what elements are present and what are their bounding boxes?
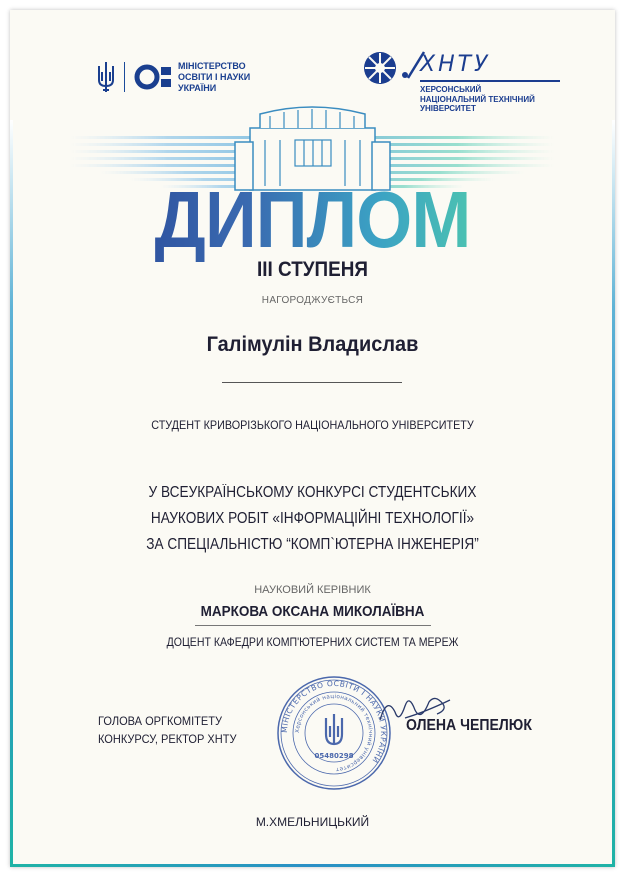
diploma-page [10, 10, 615, 867]
supervisor-name: МАРКОВА ОКСАНА МИКОЛАЇВНА [200, 603, 425, 620]
university-emblem-icon [362, 50, 398, 86]
logo-underline [420, 80, 560, 82]
svg-text:МІНІСТЕРСТВО ОСВІТИ І НАУКИ УК: МІНІСТЕРСТВО ОСВІТИ І НАУКИ УКРАЇНИ [279, 678, 389, 765]
frame-bottom-edge [10, 864, 615, 867]
university-abbreviation: ХНТУ [420, 52, 491, 77]
recipient-name: Галімулін Владислав [206, 333, 419, 356]
university-line: НАЦІОНАЛЬНИЙ ТЕХНІЧНИЙ [420, 94, 535, 104]
contest-line: У ВСЕУКРАЇНСЬКОМУ КОНКУРСІ СТУДЕНТСЬКИХ [148, 484, 477, 501]
ministry-name [178, 61, 250, 94]
supervisor-underline [195, 625, 431, 626]
supervisor-label: НАУКОВИЙ КЕРІВНИК [254, 584, 371, 596]
chair-title-line: КОНКУРСУ, РЕКТОР ХНТУ [98, 732, 237, 746]
ministry-line: УКРАЇНИ [178, 82, 217, 93]
frame-right-edge [612, 120, 615, 867]
student-affiliation: СТУДЕНТ КРИВОРІЗЬКОГО НАЦІОНАЛЬНОГО УНІВЕРСИТЕТУ [151, 418, 474, 432]
svg-text:Херсонський національний техні: Херсонський національний технічний університет [294, 693, 374, 772]
svg-text:05480298: 05480298 [314, 752, 354, 760]
contest-description [46, 480, 578, 558]
trident-icon [95, 60, 117, 94]
awarded-label: НАГОРОДЖУЄТЬСЯ [261, 295, 364, 306]
contest-line: ЗА СПЕЦІАЛЬНІСТЮ “КОМП`ЮТЕРНА ІНЖЕНЕРІЯ” [146, 536, 479, 553]
contest-line: НАУКОВИХ РОБІТ «ІНФОРМАЦІЙНІ ТЕХНОЛОГІЇ» [150, 510, 475, 527]
university-line: УНІВЕРСИТЕТ [420, 104, 476, 113]
ministry-line: ОСВІТИ І НАУКИ [178, 71, 251, 82]
logo-separator [124, 62, 125, 92]
diploma-title: ДИПЛОМ [40, 178, 585, 262]
supervisor-position: ДОЦЕНТ КАФЕДРИ КОМП'ЮТЕРНИХ СИСТЕМ ТА МЕРЕЖ [166, 635, 459, 649]
recipient-underline [222, 382, 402, 383]
university-line: ХЕРСОНСЬКИЙ [420, 85, 482, 94]
chair-name: ОЛЕНА ЧЕПЕЛЮК [406, 717, 532, 734]
ministry-mark-icon [134, 62, 172, 92]
frame-left-edge [10, 120, 13, 867]
chair-title-line: ГОЛОВА ОРГКОМІТЕТУ [98, 714, 223, 728]
ministry-logo [95, 58, 250, 96]
diploma-degree: ІІІ СТУПЕНЯ [257, 258, 368, 281]
ministry-line: МІНІСТЕРСТВО [178, 60, 246, 71]
city-name: М.ХМЕЛЬНИЦЬКИЙ [255, 815, 370, 829]
chair-title [98, 712, 236, 748]
